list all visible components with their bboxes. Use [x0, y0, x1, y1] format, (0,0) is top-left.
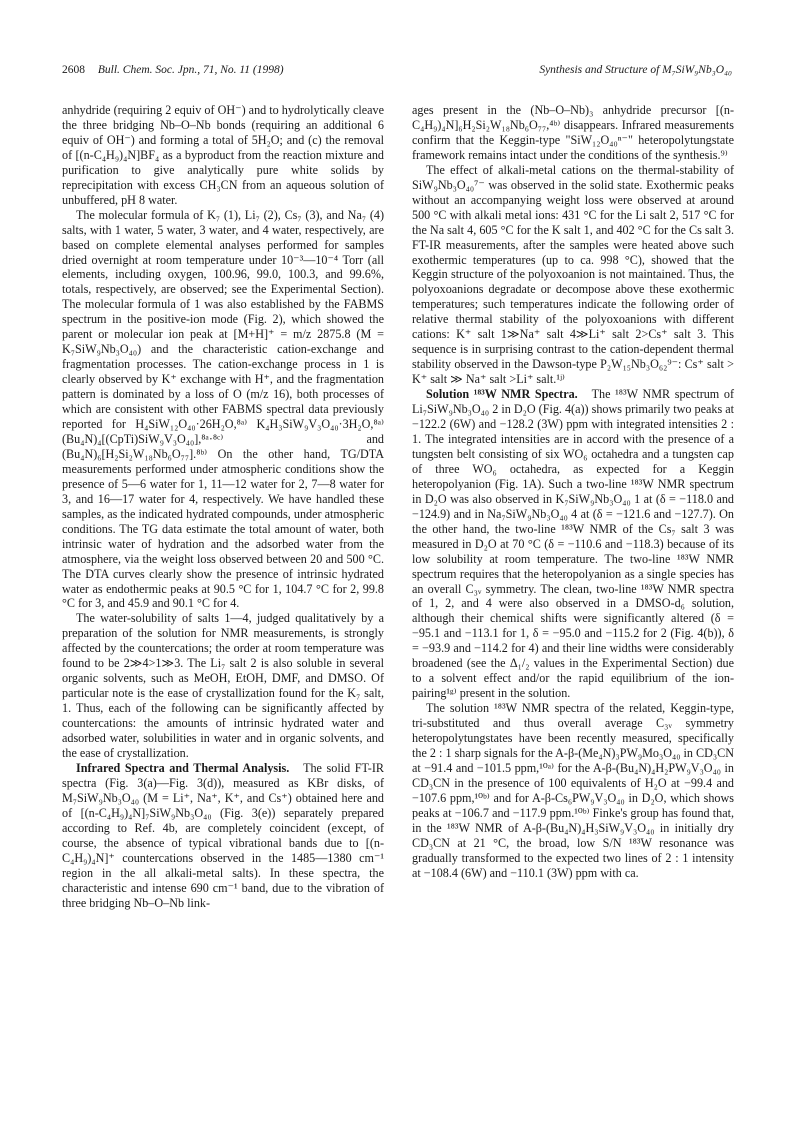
page-header [62, 64, 732, 84]
paragraph-body: The ¹⁸³W NMR spectrum of Li₇SiW₉Nb₃O₄₀ 2 in D₂O (Fig. 4(a)) shows primarily two peaks at −122.2 (6W) and −128.2 (3W) ppm with integrated intensities 2 : 1. The integrated intensities are in accord with the presence of a tungsten belt consisting of six WO₆ octahedra and a tungsten cap of three WO₆ octahedra, as expected for a Keggin heteropolyanion (Fig. 1A). Such a two-line ¹⁸³W NMR spectrum in D₂O was also observed in K₇SiW₉Nb₃O₄₀ 1 at (δ = −118.0 and −124.9) and in Na₇SiW₉Nb₃O₄₀ 4 at (δ = −121.6 and −127.7). On the other hand, the two-line ¹⁸³W NMR of the Cs₇ salt 3 was measured in D₂O at 70 °C (δ = −110.6 and −118.3) because of its low solubility at room temperature. The two-line ¹⁸³W NMR spectrum requires that the heteropolyanion as a single species has an overall C₃ᵥ symmetry. The clean, two-line ¹⁸³W NMR spectra of 1, 2, and 4 were also observed in a DMSO-d₆ solution, although their chemical shifts were significantly altered (δ = −95.1 and −113.1 for 1, δ = −95.0 and −115.2 for 2 (Fig. 4(b)), δ = −93.9 and −114.2 for 4) and their line widths were considerably broadened (see the Δ₁/₂ values in the Experimental Section) due to a solvent effect and/or the rapid equilibrium of the ion-pairing¹ᵍ⁾ present in the solution. [412, 387, 734, 701]
journal-citation: Bull. Chem. Soc. Jpn., 71, No. 11 (1998) [97, 64, 284, 76]
page-number: 2608 [62, 64, 85, 76]
paragraph: anhydride (requiring 2 equiv of OH⁻) and to hydrolytically cleave the three bridging Nb–O–Nb bonds (requiring an additional 6 equiv of OH⁻) and forming a total of 5H₂O; and (c) the removal of [(n-C₄H₉)₄N]BF₄ as a byproduct from the reaction mixture and purification to give analytically pure white solids by reprecipitation with excess CH₃CN from an aqueous solution of unbuffered, pH 8 water. [62, 103, 384, 207]
left-column [62, 103, 384, 910]
paragraph [412, 387, 734, 701]
paragraph: The effect of alkali-metal cations on the thermal-stability of SiW₉Nb₃O₄₀⁷⁻ was observed in the solid state. Exothermic peaks without an accompanying weight loss were observed at around 500 °C with alkali metal ions: 431 °C for the Li salt 2, 517 °C for the Na salt 4, 605 °C for the K salt 1, and 402 °C for the Cs salt 3. FT-IR measurements, after the samples were heated above such exothermic temperatures (up to ca. 998 °C), showed that the Keggin structure of the polyoxoanion is not maintained. Thus, the polyoxoanions degradate or decompose above these exothermic temperatures; such temperatures indicate the following order of relative thermal stability of the polyoxoanions with different cations: K⁺ salt 1≫Na⁺ salt 4≫Li⁺ salt 2>Cs⁺ salt 3. This sequence is in surprising contrast to the cation-dependent thermal stability observed in the Dawson-type P₂W₁₅Nb₃O₆₂⁹⁻: Cs⁺ salt > K⁺ salt ≫ Na⁺ salt >Li⁺ salt.¹ʲ⁾ [412, 162, 734, 387]
running-title: Synthesis and Structure of M₇SiW₉Nb₃O₄₀ [539, 64, 732, 76]
paragraph: ages present in the (Nb–O–Nb)₃ anhydride precursor [(n-C₄H₉)₄N]₆H₂Si₂W₁₈Nb₆O₇₇,⁴ᵇ⁾ disappears. Infrared measurements confirm that the Keggin-type "SiW₁₂O₄₀ⁿ⁻" heteropolytungstate framework remains intact under the conditions of the synthesis.⁹⁾ [412, 103, 734, 162]
paragraph: The solution ¹⁸³W NMR spectra of the related, Keggin-type, tri-substituted and thus overall average C₃ᵥ symmetry heteropolytungstates have been recently measured, specifically the 2 : 1 sharp signals for the A-β-(Me₄N)₃PW₉Mo₃O₄₀ in CD₃CN at −91.4 and −101.5 ppm,¹⁰ᵃ⁾ for the A-β-(Bu₄N)₄H₂PW₉V₃O₄₀ in CD₃CN in the presence of 100 equivalents of H₂O at −99.4 and −107.6 ppm,¹⁰ᵇ⁾ and for A-β-Cs₆PW₉V₃O₄₀ in D₂O, which shows peaks at −106.7 and −117.9 ppm.¹⁰ᵇ⁾ Finke's group has found that, in the ¹⁸³W NMR of A-β-(Bu₄N)₄H₃SiW₉V₃O₄₀ in initially dry CD₃CN at 21 °C, the broad, low S/N ¹⁸³W resonance was gradually transformed to the expected two lines of 2 : 1 intensity at −108.4 (6W) and −110.1 (3W) ppm with ca. [412, 701, 734, 880]
right-column [412, 103, 734, 881]
section-heading: Infrared Spectra and Thermal Analysis. [76, 760, 290, 775]
section-heading: Solution ¹⁸³W NMR Spectra. [426, 387, 578, 402]
paragraph: The molecular formula of K₇ (1), Li₇ (2), Cs₇ (3), and Na₇ (4) salts, with 1 water, 5 water, 3 water, and 4 water, respectively, are based on complete elemental analyses performed for samples dried overnight at room temperature under 10⁻³—10⁻⁴ Torr (all elements, including oxygen, 100.96, 99.0, 100.3, and 99.6%, totals, respectively, are observed; see the Experimental Section). The molecular formula of 1 was also established by the FABMS spectrum in the positive-ion mode (Fig. 2), which showed the parent or molecular ion peak at [M+H]⁺ = m/z 2875.8 (M = K₇SiW₉Nb₃O₄₀) and the characteristic cation-exchange and fragmentation processes. The cation-exchange process in 1 is clearly observed by K⁺ exchange with H⁺, and the fragmentation pattern is dominated by a loss of O (m/z 16), both processes of which are consistent with other FABMS spectral data previously reported for H₄SiW₁₂O₄₀·26H₂O,⁸ᵃ⁾ K₄H₃SiW₉V₃O₄₀·3H₂O,⁸ᵃ⁾ (Bu₄N)₄[(CpTi)SiW₉V₃O₄₀],⁸ᵃ·⁸ᶜ⁾ and (Bu₄N)₆[H₂Si₂W₁₈Nb₆O₇₇].⁸ᵇ⁾ On the other hand, TG/DTA measurements performed under atmospheric conditions show the presence of 5—6 water for 1, 11—12 water for 2, 7—8 water for 3, and 16—17 water for 4, respectively. We have handled these samples, as the indicated hydrated compounds, under atmospheric conditions. The TG data estimate the total amount of water, both intrinsic water of hydration and the adsorbed water from the atmosphere, via the weight loss observed between 20 and 500 °C. The DTA curves clearly show the presence of intrinsic hydrated water as endothermic peaks at 90.5 °C for 1, 104.7 °C for 2, 99.8 °C for 3, and 45.9 and 90.1 °C for 4. [62, 207, 384, 611]
paragraph: The water-solubility of salts 1—4, judged qualitatively by a preparation of the solution for NMR measurements, is strongly affected by the countercations; the order at room temperature was found to be 2≫4>1≫3. The Li₇ salt 2 is also soluble in several organic solvents, such as MeOH, EtOH, DMF, and DMSO. Of particular note is the ease of crystallization found for the K₇ salt, 1. Thus, each of the following can be significantly affected by countercations: the amounts of intrinsic hydrated water and adsorbed water, solubilities in water and in organic solvents, and the ease of crystallization. [62, 611, 384, 760]
paragraph [62, 761, 384, 911]
paragraph-body: The solid FT-IR spectra (Fig. 3(a)—Fig. 3(d)), measured as KBr disks, of M₇SiW₉Nb₃O₄₀ (M = Li⁺, Na⁺, K⁺, and Cs⁺) obtained here and of [(n-C₄H₉)₄N]₇SiW₉Nb₃O₄₀ (Fig. 3(e)) separately prepared according to Ref. 4b, are completely coincident (except, of course, the absence of typical vibrational bands due to [(n-C₄H₉)₄N]⁺ countercations observed in the 1485—1380 cm⁻¹ region in the all alkali-metal salts). In these spectra, the characteristic and intense 690 cm⁻¹ band, due to the vibration of three bridging Nb–O–Nb link- [62, 760, 384, 910]
